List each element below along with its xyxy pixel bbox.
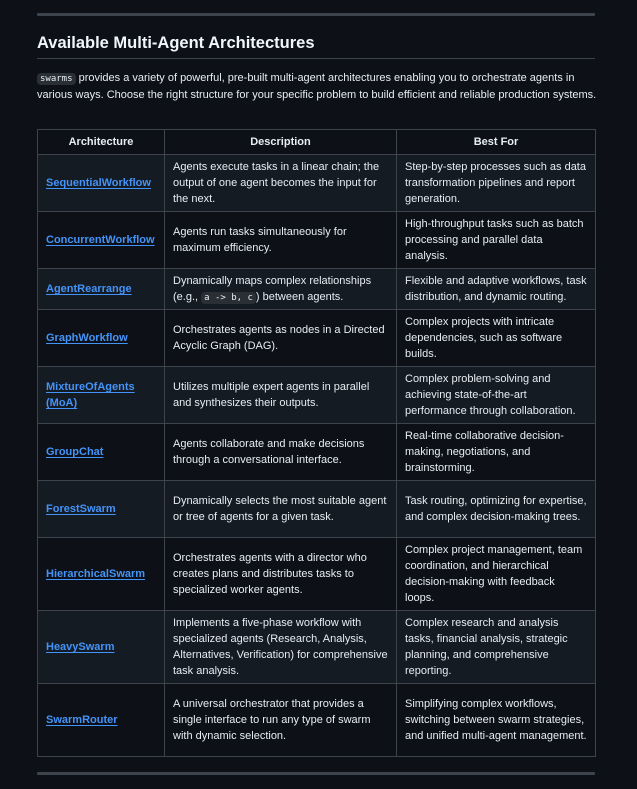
table-row bbox=[38, 212, 596, 269]
best-for-cell: Flexible and adaptive workflows, task distribution, and dynamic routing. bbox=[397, 269, 596, 310]
best-for-cell: Real-time collaborative decision-making, negotiations, and brainstorming. bbox=[397, 424, 596, 481]
architecture-cell bbox=[38, 611, 165, 684]
header-architecture: Architecture bbox=[38, 130, 165, 155]
description-cell: Implements a five-phase workflow with specialized agents (Research, Analysis, Alternatives, Verification) for comprehensive task analysis. bbox=[165, 611, 397, 684]
table-row bbox=[38, 538, 596, 611]
heading-underline bbox=[37, 58, 595, 59]
top-divider bbox=[37, 13, 595, 16]
link-forestswarm[interactable]: ForestSwarm bbox=[46, 503, 116, 515]
best-for-cell: Complex projects with intricate dependencies, such as software builds. bbox=[397, 310, 596, 367]
link-graphworkflow[interactable]: GraphWorkflow bbox=[46, 332, 128, 344]
table-row bbox=[38, 155, 596, 212]
link-groupchat[interactable]: GroupChat bbox=[46, 446, 104, 458]
best-for-cell: High-throughput tasks such as batch processing and parallel data analysis. bbox=[397, 212, 596, 269]
link-swarmrouter[interactable]: SwarmRouter bbox=[46, 714, 118, 726]
architecture-cell bbox=[38, 155, 165, 212]
link-heavyswarm[interactable]: HeavySwarm bbox=[46, 641, 115, 653]
architecture-cell bbox=[38, 481, 165, 538]
best-for-cell: Complex project management, team coordination, and hierarchical decision-making with feedback loops. bbox=[397, 538, 596, 611]
table-row bbox=[38, 611, 596, 684]
description-cell: Utilizes multiple expert agents in parallel and synthesizes their outputs. bbox=[165, 367, 397, 424]
architecture-cell bbox=[38, 367, 165, 424]
architecture-cell bbox=[38, 212, 165, 269]
inline-code-swarms: swarms bbox=[37, 73, 76, 85]
table-row bbox=[38, 269, 596, 310]
table-row bbox=[38, 481, 596, 538]
description-cell: Orchestrates agents as nodes in a Directed Acyclic Graph (DAG). bbox=[165, 310, 397, 367]
table-row bbox=[38, 367, 596, 424]
architecture-cell bbox=[38, 269, 165, 310]
architecture-cell bbox=[38, 538, 165, 611]
header-description: Description bbox=[165, 130, 397, 155]
link-agentrearrange[interactable]: AgentRearrange bbox=[46, 283, 132, 295]
description-cell: Agents run tasks simultaneously for maximum efficiency. bbox=[165, 212, 397, 269]
best-for-cell: Task routing, optimizing for expertise, and complex decision-making trees. bbox=[397, 481, 596, 538]
description-text: Dynamically maps complex relationships (e.g., bbox=[173, 274, 372, 303]
link-mixtureofagents[interactable]: MixtureOfAgents (MoA) bbox=[46, 381, 135, 409]
description-cell: Dynamically selects the most suitable agent or tree of agents for a given task. bbox=[165, 481, 397, 538]
table-row bbox=[38, 424, 596, 481]
description-cell: Agents execute tasks in a linear chain; the output of one agent becomes the input for the next. bbox=[165, 155, 397, 212]
inline-code-mapping: a -> b, c bbox=[201, 292, 256, 304]
intro-text: provides a variety of powerful, pre-built multi-agent architectures enabling you to orchestrate agents in various ways. Choose the right structure for your specific problem to build efficient and reliable production systems. bbox=[37, 72, 597, 101]
section-heading: Available Multi-Agent Architectures bbox=[37, 34, 315, 52]
best-for-cell: Step-by-step processes such as data transformation pipelines and report generation. bbox=[397, 155, 596, 212]
link-sequentialworkflow[interactable]: SequentialWorkflow bbox=[46, 177, 151, 189]
best-for-cell: Complex research and analysis tasks, financial analysis, strategic planning, and comprehensive reporting. bbox=[397, 611, 596, 684]
header-best-for: Best For bbox=[397, 130, 596, 155]
table-row bbox=[38, 310, 596, 367]
description-cell bbox=[165, 269, 397, 310]
best-for-cell: Complex problem-solving and achieving state-of-the-art performance through collaboration. bbox=[397, 367, 596, 424]
table-row bbox=[38, 684, 596, 757]
description-cell: Orchestrates agents with a director who creates plans and distributes tasks to specialized worker agents. bbox=[165, 538, 397, 611]
link-concurrentworkflow[interactable]: ConcurrentWorkflow bbox=[46, 234, 155, 246]
architecture-cell bbox=[38, 424, 165, 481]
bottom-divider bbox=[37, 772, 595, 775]
architecture-cell bbox=[38, 684, 165, 757]
description-cell: Agents collaborate and make decisions through a conversational interface. bbox=[165, 424, 397, 481]
link-hierarchicalswarm[interactable]: HierarchicalSwarm bbox=[46, 568, 146, 580]
architectures-table bbox=[37, 129, 596, 757]
best-for-cell: Simplifying complex workflows, switching between swarm strategies, and unified multi-agent management. bbox=[397, 684, 596, 757]
intro-paragraph bbox=[37, 70, 597, 103]
description-cell: A universal orchestrator that provides a single interface to run any type of swarm with dynamic selection. bbox=[165, 684, 397, 757]
architecture-cell bbox=[38, 310, 165, 367]
description-text: ) between agents. bbox=[255, 290, 344, 303]
table-header-row bbox=[38, 130, 596, 155]
